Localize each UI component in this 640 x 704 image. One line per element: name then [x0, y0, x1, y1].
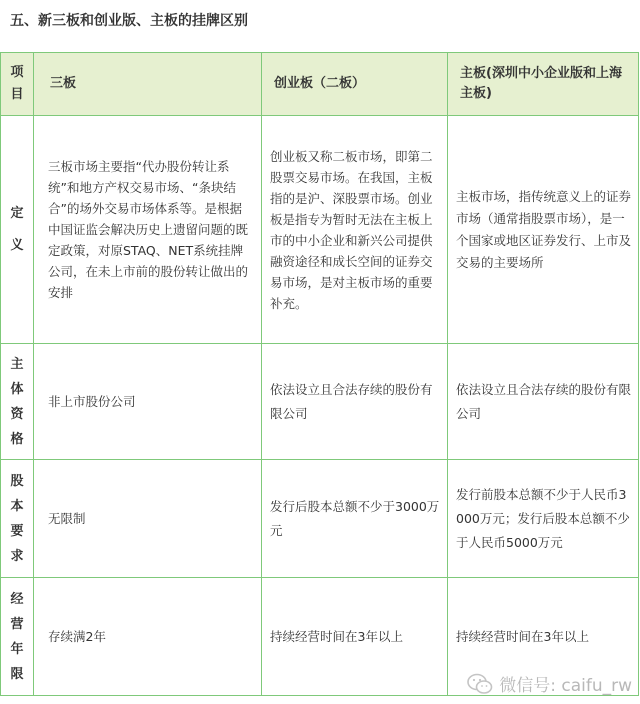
watermark-text: 微信号: caifu_rw: [499, 676, 632, 696]
comparison-table: [0, 52, 639, 696]
row-label-operation: 经营年限: [1, 578, 34, 696]
cell-capital-col2: 发行后股本总额不少于3000万元: [262, 460, 448, 578]
header-item-label: 项目: [10, 65, 24, 102]
table-row: [1, 344, 639, 460]
cell-definition-col2: 创业板又称二板市场，即第二股票交易市场。在我国，主板指的是沪、深股票市场。创业板是指专为暂时无法在主板上市的中小企业和新兴公司提供融资途径和成长空间的证券交易市场，是对主板市场的重要补充。: [262, 116, 448, 344]
row-label-eligibility: 主体资格: [1, 344, 34, 460]
cell-operation-col3: 持续经营时间在3年以上: [448, 578, 639, 696]
table-row: [1, 460, 639, 578]
row-label-capital: 股本要求: [1, 460, 34, 578]
cell-operation-col1: 存续满2年: [34, 578, 262, 696]
cell-operation-col2: 持续经营时间在3年以上: [262, 578, 448, 696]
header-item: [1, 53, 34, 116]
cell-definition-col3: 主板市场，指传统意义上的证券市场（通常指股票市场），是一个国家或地区证券发行、上市及交易的主要场所: [448, 116, 639, 344]
table-row: [1, 116, 639, 344]
header-col3: 主板(深圳中小企业版和上海主板): [448, 53, 639, 116]
table-header-row: [1, 53, 639, 116]
cell-eligibility-col2: 依法设立且合法存续的股份有限公司: [262, 344, 448, 460]
cell-capital-col3: 发行前股本总额不少于人民币3000万元；发行后股本总额不少于人民币5000万元: [448, 460, 639, 578]
cell-capital-col1: 无限制: [34, 460, 262, 578]
section-title: 五、新三板和创业版、主板的挂牌区别: [10, 13, 248, 29]
header-col1: 三板: [34, 53, 262, 116]
cell-eligibility-col3: 依法设立且合法存续的股份有限公司: [448, 344, 639, 460]
cell-eligibility-col1: 非上市股份公司: [34, 344, 262, 460]
table-row: [1, 578, 639, 696]
row-label-definition: 定义: [1, 116, 34, 344]
cell-definition-col1: 三板市场主要指“代办股份转让系统”和地方产权交易市场、“条块结合”的场外交易市场体系等。是根据中国证监会解决历史上遗留问题的既定政策，对原STAQ、NET系统挂牌公司，在未上市前的股份转让做出的安排: [34, 116, 262, 344]
header-col2: 创业板（二板）: [262, 53, 448, 116]
